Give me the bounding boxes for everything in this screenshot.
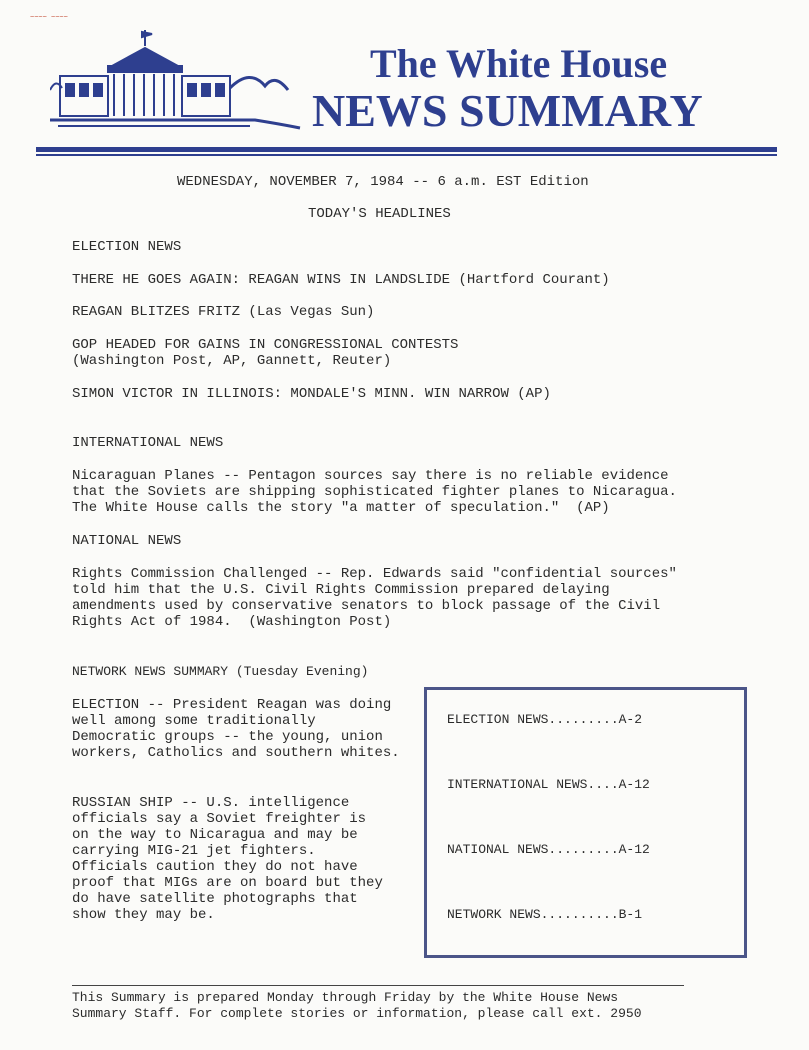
footer-text: Summary Staff. For complete stories or information, please call ext. 2950 [72, 1006, 642, 1021]
international-text: that the Soviets are shipping sophisticated fighter planes to Nicaragua. [72, 484, 677, 500]
index-item: NATIONAL NEWS.........A-12 [447, 842, 650, 857]
masthead [0, 0, 809, 170]
network-election-text: ELECTION -- President Reagan was doing [72, 697, 392, 713]
national-text: Rights Commission Challenged -- Rep. Edwards said "confidential sources" [72, 566, 677, 582]
headline-item: REAGAN BLITZES FRITZ (Las Vegas Sun) [72, 304, 375, 320]
network-election-text: workers, Catholics and southern whites. [72, 745, 400, 761]
national-text: amendments used by conservative senators to block passage of the Civil [72, 598, 661, 614]
network-ship-text: carrying MIG-21 jet fighters. [72, 843, 316, 859]
headlines-title: TODAY'S HEADLINES [308, 206, 451, 222]
index-item: NETWORK NEWS..........B-1 [447, 907, 643, 922]
network-ship-text: RUSSIAN SHIP -- U.S. intelligence [72, 795, 350, 811]
section-index-box [424, 687, 747, 958]
international-text: The White House calls the story "a matter of speculation." (AP) [72, 500, 610, 516]
network-ship-text: Officials caution they do not have [72, 859, 358, 875]
masthead-divider-thin [36, 154, 777, 156]
index-item: INTERNATIONAL NEWS....A-12 [447, 777, 650, 792]
index-item: ELECTION NEWS.........A-2 [447, 712, 643, 727]
international-text: Nicaraguan Planes -- Pentagon sources say there is no reliable evidence [72, 468, 669, 484]
headline-item: SIMON VICTOR IN ILLINOIS: MONDALE'S MINN. WIN NARROW (AP) [72, 386, 551, 402]
headline-item: GOP HEADED FOR GAINS IN CONGRESSIONAL CONTESTS [72, 337, 459, 353]
network-ship-text: do have satellite photographs that [72, 891, 358, 907]
network-ship-text: on the way to Nicaragua and may be [72, 827, 358, 843]
election-heading: ELECTION NEWS [72, 239, 182, 255]
network-heading: NETWORK NEWS SUMMARY (Tuesday Evening) [72, 664, 369, 679]
headline-item: THERE HE GOES AGAIN: REAGAN WINS IN LANDSLIDE (Hartford Courant) [72, 272, 610, 288]
footer-text: This Summary is prepared Monday through Friday by the White House News [72, 990, 619, 1005]
national-text: told him that the U.S. Civil Rights Commission prepared delaying [72, 582, 610, 598]
network-election-text: well among some traditionally [72, 713, 316, 729]
network-ship-text: proof that MIGs are on board but they [72, 875, 383, 891]
masthead-title-line1: The White House [370, 41, 668, 86]
network-ship-text: officials say a Soviet freighter is [72, 811, 367, 827]
masthead-title-line2: NEWS SUMMARY [312, 85, 703, 136]
footer-divider [72, 985, 684, 986]
headline-source: (Washington Post, AP, Gannett, Reuter) [72, 353, 392, 369]
national-heading: NATIONAL NEWS [72, 533, 182, 549]
white-house-logo-icon [50, 28, 310, 138]
masthead-divider [36, 147, 777, 152]
edition-line: WEDNESDAY, NOVEMBER 7, 1984 -- 6 a.m. EST Edition [177, 174, 589, 190]
corner-mark: ~~~~ ~~~~ [30, 14, 68, 22]
network-ship-text: show they may be. [72, 907, 215, 923]
national-text: Rights Act of 1984. (Washington Post) [72, 614, 392, 630]
international-heading: INTERNATIONAL NEWS [72, 435, 224, 451]
network-election-text: Democratic groups -- the young, union [72, 729, 383, 745]
